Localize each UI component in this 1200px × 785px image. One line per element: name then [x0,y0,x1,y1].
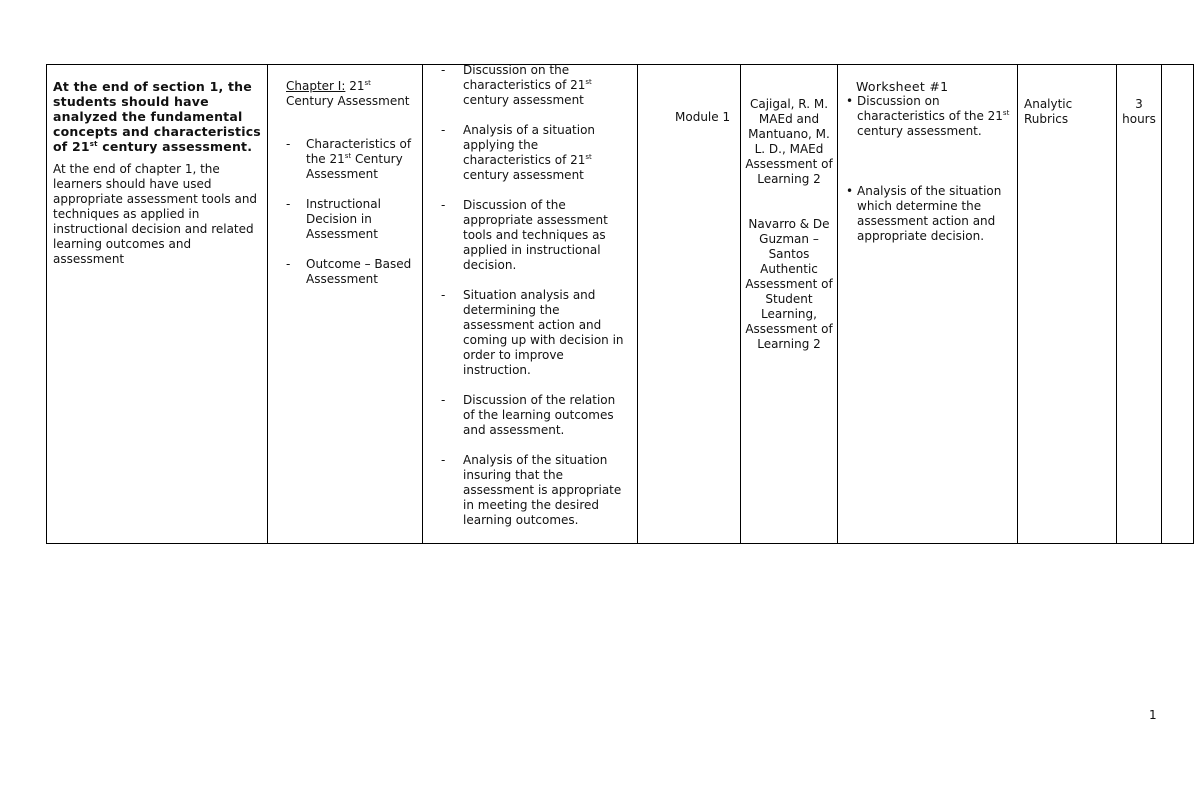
worksheet-list-2 [846,184,1011,244]
worksheet-title: Worksheet #1 [856,79,949,94]
list-item: - Characteristics of the 21st Century Assessment [286,137,416,182]
table-row [47,65,1194,544]
list-item: - Outcome – Based Assessment [286,257,416,287]
learning-outcomes-cell [47,65,268,544]
worksheet-cell [838,65,1018,544]
list-item: - Situation analysis and determining the assessment action and coming up with decision in order to improve instruction. [441,288,627,378]
module-cell [638,65,741,544]
list-item: • Analysis of the situation which determine the assessment action and appropriate decision. [846,184,1011,244]
list-item: - Discussion on the characteristics of 21st century assessment [441,63,627,108]
duration-label: 3 hours [1122,97,1156,126]
references-cell [741,65,838,544]
rubric-label: Analytic Rubrics [1024,97,1073,126]
rubric-cell [1018,65,1117,544]
chapter-outcome: At the end of chapter 1, the learners should have used appropriate assessment tools and techniques as applied in instructional decision and related learning outcomes and assessment [53,162,258,266]
topic-list [286,137,416,287]
duration-cell [1117,65,1162,544]
list-item: - Instructional Decision in Assessment [286,197,416,242]
list-item: - Analysis of a situation applying the characteristics of 21st century assessment [441,123,627,183]
page-number: 1 [1149,708,1157,722]
module-label: Module 1 [675,110,731,124]
empty-cell [1162,65,1194,544]
reference-1: Cajigal, R. M. MAEd and Mantuano, M. L. D., MAEd Assessment of Learning 2 [745,97,833,186]
activity-list [441,63,627,528]
content-cell [268,65,423,544]
list-item: - Discussion of the appropriate assessment tools and techniques as applied in instructional decision. [441,198,627,273]
list-item: - Analysis of the situation insuring that the assessment is appropriate in meeting the desired learning outcomes. [441,453,627,528]
list-item: - Discussion of the relation of the learning outcomes and assessment. [441,393,627,438]
activities-cell [423,65,638,544]
section-outcome: At the end of section 1, the students should have analyzed the fundamental concepts and characteristics of 21st century assessment. [53,79,261,154]
reference-2: Navarro & De Guzman – Santos Authentic Assessment of Student Learning, Assessment of Learning 2 [745,217,833,351]
chapter-title: Chapter I: 21st Century Assessment [286,79,410,108]
list-item: • Discussion on characteristics of the 21st century assessment. [846,94,1011,139]
worksheet-list [846,94,1011,139]
syllabus-table [46,64,1194,544]
